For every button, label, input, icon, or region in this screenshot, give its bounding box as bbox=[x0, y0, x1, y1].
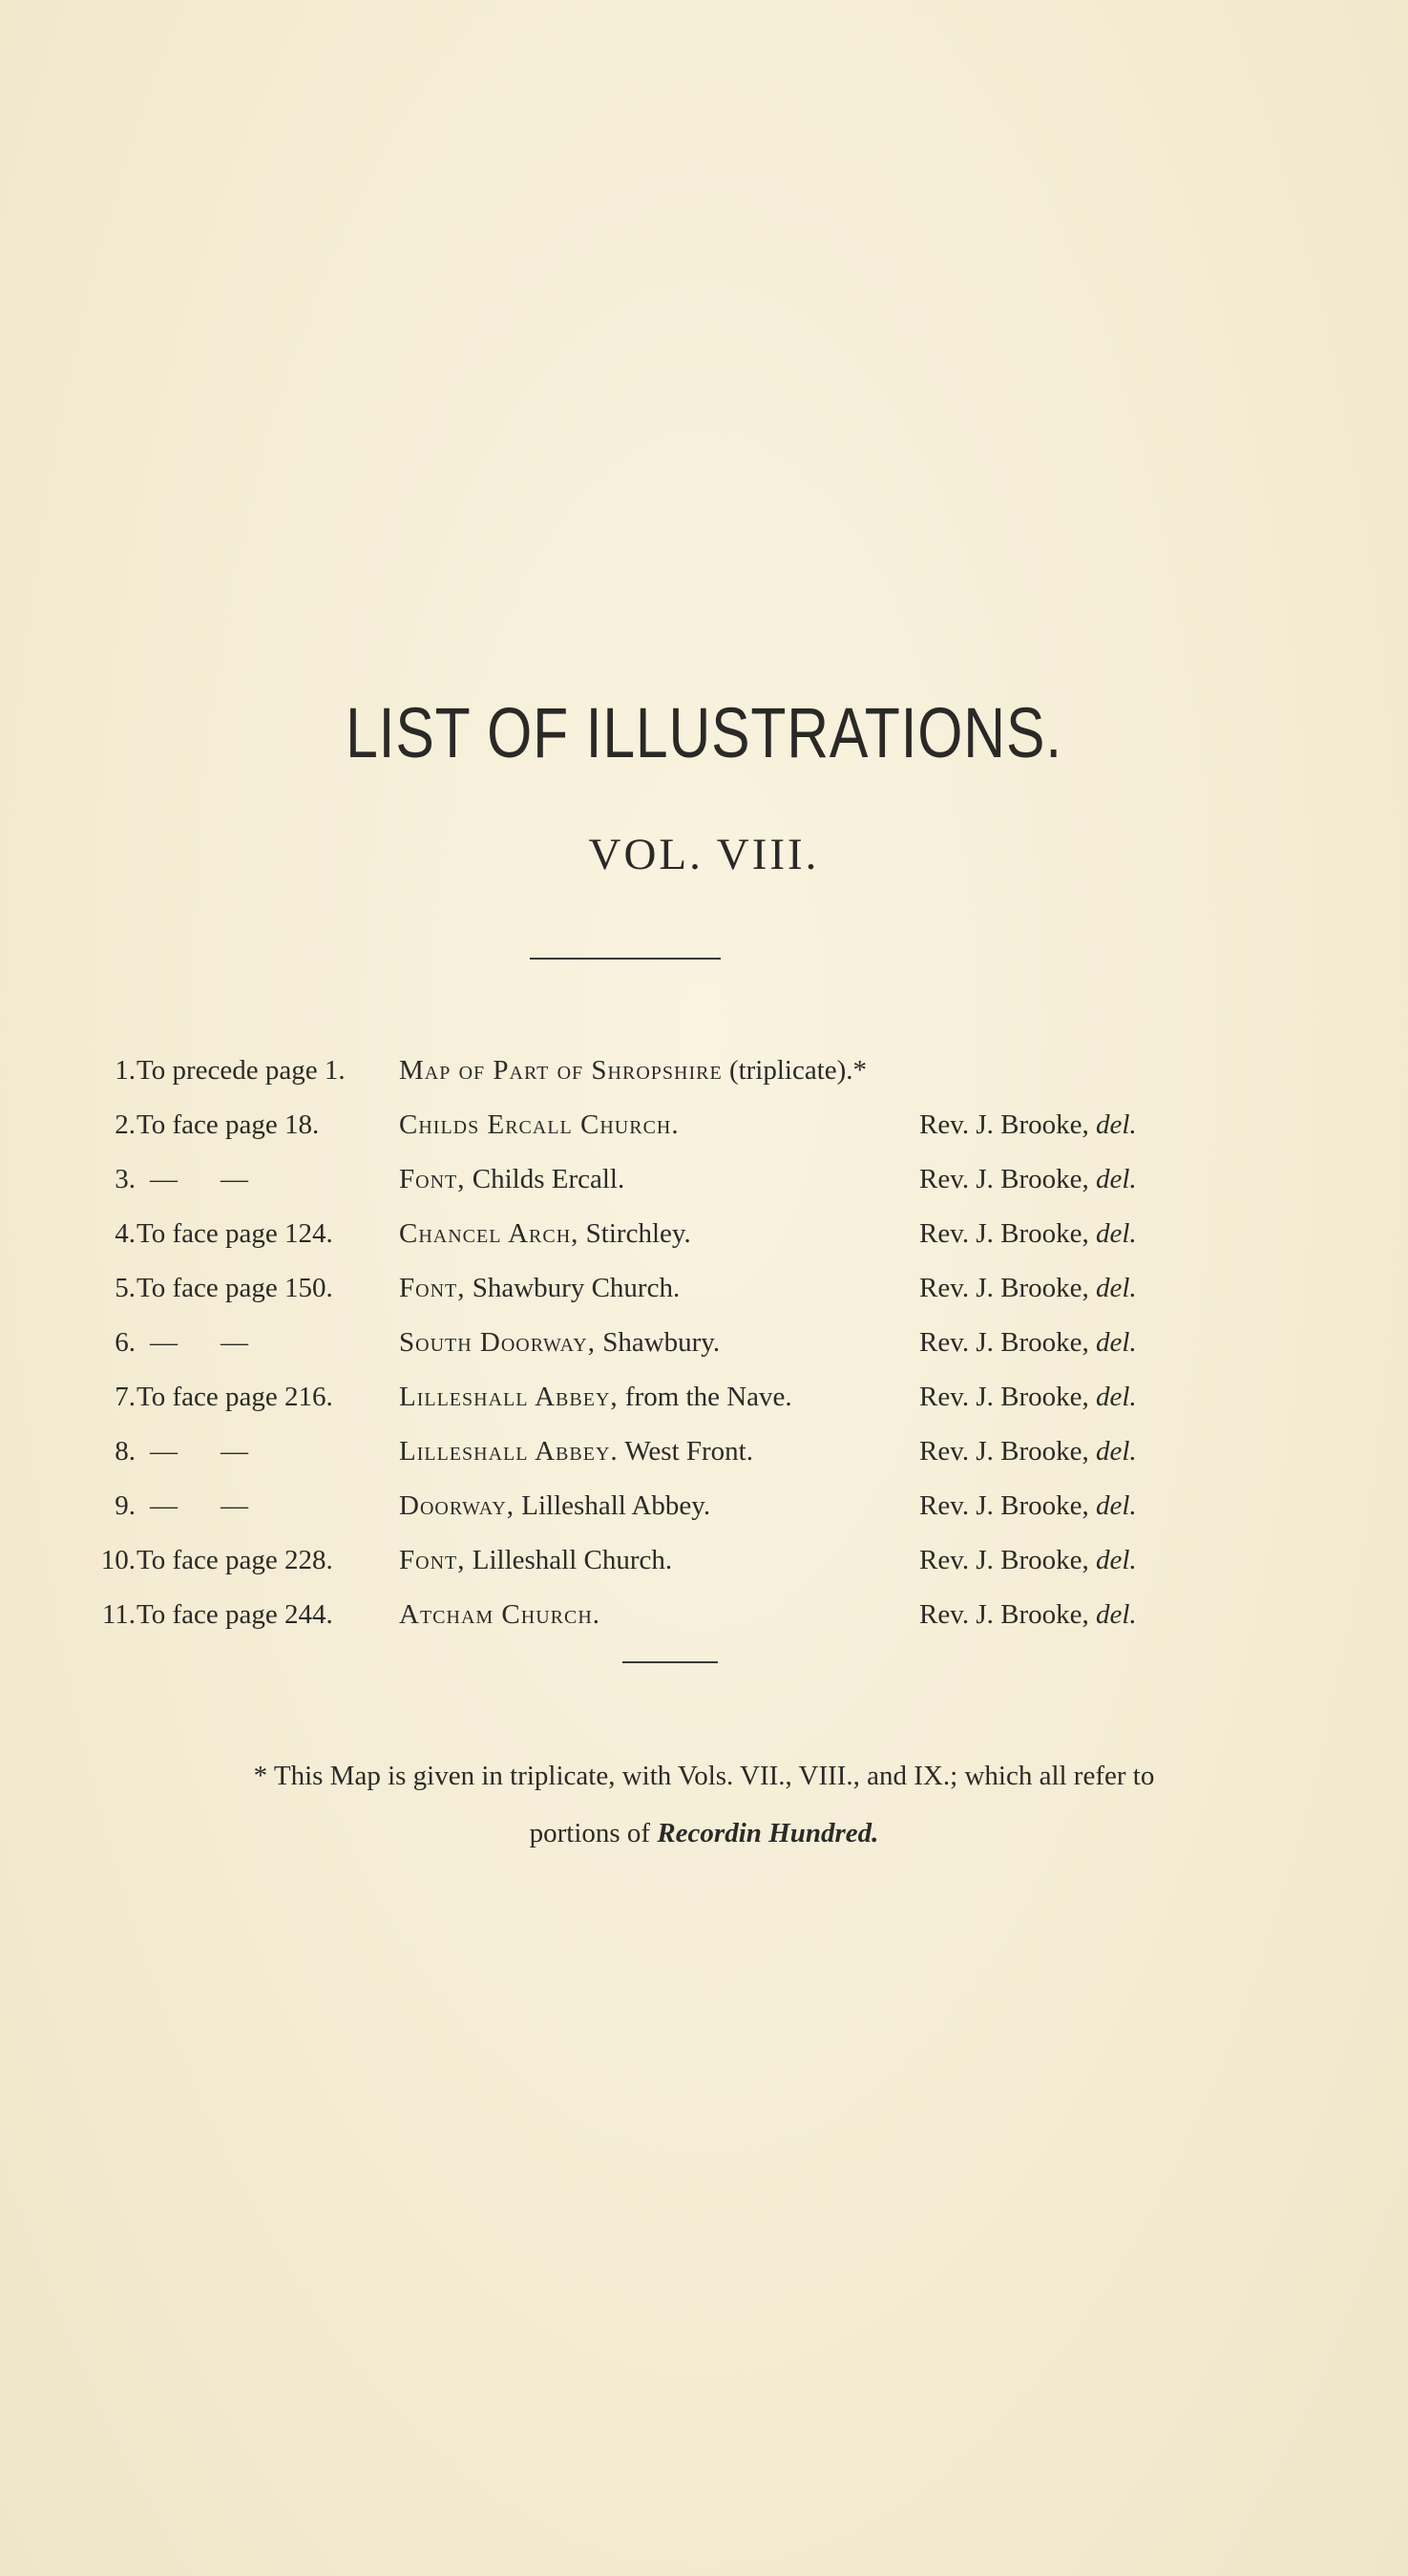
credit-name: Rev. J. Brooke, bbox=[919, 1273, 1096, 1303]
ditto-dash: — bbox=[150, 1164, 178, 1194]
item-subject-title: Doorway, bbox=[399, 1490, 515, 1521]
item-subject-title: Font, bbox=[399, 1164, 466, 1194]
ditto-dash: — bbox=[221, 1327, 248, 1358]
list-item bbox=[0, 1425, 1408, 1479]
item-subject bbox=[399, 1479, 710, 1533]
item-number: 2. bbox=[115, 1109, 136, 1140]
ditto-dash: — bbox=[150, 1327, 178, 1358]
item-subject-detail: from the Nave. bbox=[618, 1382, 792, 1412]
top-divider bbox=[530, 958, 721, 960]
credit-del: del. bbox=[1096, 1599, 1137, 1630]
credit-del: del. bbox=[1096, 1490, 1137, 1521]
item-subject-detail: Lilleshall Church. bbox=[465, 1545, 673, 1575]
item-placement: To precede page 1. bbox=[137, 1055, 346, 1086]
item-number: 7. bbox=[115, 1382, 136, 1412]
item-subject-title: Chancel Arch, bbox=[399, 1218, 579, 1249]
credit-name: Rev. J. Brooke, bbox=[919, 1218, 1096, 1249]
list-item bbox=[0, 1533, 1408, 1588]
item-subject-title: Map of Part of Shropshire bbox=[399, 1055, 723, 1086]
item-placement: To face page 124. bbox=[137, 1218, 333, 1249]
item-subject-detail: Shawbury Church. bbox=[465, 1273, 681, 1303]
item-number: 4. bbox=[115, 1218, 136, 1249]
item-subject-title: Font, bbox=[399, 1545, 466, 1575]
item-credit bbox=[919, 1479, 1137, 1533]
credit-del: del. bbox=[1096, 1273, 1137, 1303]
footnote-hundred-name: Recordin Hundred. bbox=[657, 1818, 879, 1848]
list-item bbox=[0, 1152, 1408, 1207]
credit-del: del. bbox=[1096, 1109, 1137, 1140]
credit-name: Rev. J. Brooke, bbox=[919, 1109, 1096, 1140]
item-number: 8. bbox=[115, 1436, 136, 1467]
item-credit bbox=[919, 1588, 1137, 1642]
item-subject bbox=[399, 1152, 624, 1207]
item-subject-detail: West Front. bbox=[618, 1436, 753, 1467]
credit-name: Rev. J. Brooke, bbox=[919, 1490, 1096, 1521]
item-subject-detail: Stirchley. bbox=[578, 1218, 691, 1249]
list-item bbox=[0, 1044, 1408, 1098]
credit-del: del. bbox=[1096, 1382, 1137, 1412]
ditto-dash: — bbox=[221, 1490, 248, 1521]
credit-del: del. bbox=[1096, 1327, 1137, 1358]
item-subject bbox=[399, 1207, 691, 1261]
item-credit bbox=[919, 1098, 1137, 1152]
footnote-line-1: * This Map is given in triplicate, with Vols. VII., VIII., and IX.; which all refer to bbox=[253, 1761, 1155, 1791]
item-subject bbox=[399, 1261, 680, 1316]
item-subject-detail: Shawbury. bbox=[595, 1327, 721, 1358]
item-subject-title: Lilleshall Abbey. bbox=[399, 1436, 619, 1467]
list-item bbox=[0, 1588, 1408, 1642]
list-item bbox=[0, 1261, 1408, 1316]
item-number: 3. bbox=[115, 1164, 136, 1194]
item-subject-detail: (triplicate).* bbox=[722, 1055, 868, 1086]
credit-del: del. bbox=[1096, 1218, 1137, 1249]
item-credit bbox=[919, 1261, 1137, 1316]
item-credit bbox=[919, 1152, 1137, 1207]
item-placement: To face page 216. bbox=[137, 1382, 333, 1412]
item-subject bbox=[399, 1425, 753, 1479]
ditto-dash: — bbox=[221, 1164, 248, 1194]
credit-del: del. bbox=[1096, 1164, 1137, 1194]
item-credit bbox=[919, 1533, 1137, 1588]
credit-name: Rev. J. Brooke, bbox=[919, 1382, 1096, 1412]
list-item bbox=[0, 1370, 1408, 1425]
item-credit bbox=[919, 1207, 1137, 1261]
credit-name: Rev. J. Brooke, bbox=[919, 1599, 1096, 1630]
bottom-divider bbox=[622, 1661, 718, 1663]
item-subject bbox=[399, 1588, 600, 1642]
item-number: 10. bbox=[100, 1545, 136, 1575]
list-item bbox=[0, 1207, 1408, 1261]
credit-name: Rev. J. Brooke, bbox=[919, 1327, 1096, 1358]
item-subject bbox=[399, 1098, 680, 1152]
item-subject-detail: Lilleshall Abbey. bbox=[515, 1490, 711, 1521]
credit-name: Rev. J. Brooke, bbox=[919, 1436, 1096, 1467]
item-placement: To face page 244. bbox=[137, 1599, 333, 1630]
item-placement: To face page 228. bbox=[137, 1545, 333, 1575]
footnote bbox=[0, 1747, 1408, 1862]
item-number: 1. bbox=[115, 1055, 136, 1086]
footnote-line-2 bbox=[0, 1805, 1408, 1862]
item-subject bbox=[399, 1533, 672, 1588]
item-number: 5. bbox=[115, 1273, 136, 1303]
item-subject-title: Childs Ercall Church. bbox=[399, 1109, 680, 1140]
item-number: 9. bbox=[115, 1490, 136, 1521]
list-item bbox=[0, 1098, 1408, 1152]
item-credit bbox=[919, 1316, 1137, 1370]
illustrations-list bbox=[0, 1044, 1408, 1642]
item-subject-title: Atcham Church. bbox=[399, 1599, 601, 1630]
item-placement: To face page 18. bbox=[137, 1109, 320, 1140]
credit-name: Rev. J. Brooke, bbox=[919, 1545, 1096, 1575]
credit-del: del. bbox=[1096, 1436, 1137, 1467]
item-subject bbox=[399, 1044, 867, 1098]
item-subject bbox=[399, 1316, 720, 1370]
ditto-dash: — bbox=[150, 1490, 178, 1521]
item-subject bbox=[399, 1370, 792, 1425]
ditto-dash: — bbox=[221, 1436, 248, 1467]
item-placement: To face page 150. bbox=[137, 1273, 333, 1303]
list-item bbox=[0, 1479, 1408, 1533]
page-title: LIST OF ILLUSTRATIONS. bbox=[346, 693, 1062, 772]
item-number: 11. bbox=[101, 1599, 136, 1630]
item-subject-detail: Childs Ercall. bbox=[465, 1164, 625, 1194]
footnote-line-2-prefix: portions of bbox=[529, 1818, 658, 1848]
item-subject-title: Lilleshall Abbey, bbox=[399, 1382, 619, 1412]
list-item bbox=[0, 1316, 1408, 1370]
item-credit bbox=[919, 1370, 1137, 1425]
item-number: 6. bbox=[115, 1327, 136, 1358]
item-subject-title: Font, bbox=[399, 1273, 466, 1303]
credit-del: del. bbox=[1096, 1545, 1137, 1575]
credit-name: Rev. J. Brooke, bbox=[919, 1164, 1096, 1194]
item-subject-title: South Doorway, bbox=[399, 1327, 596, 1358]
ditto-dash: — bbox=[150, 1436, 178, 1467]
item-credit bbox=[919, 1425, 1137, 1479]
volume-heading: VOL. VIII. bbox=[588, 830, 820, 879]
